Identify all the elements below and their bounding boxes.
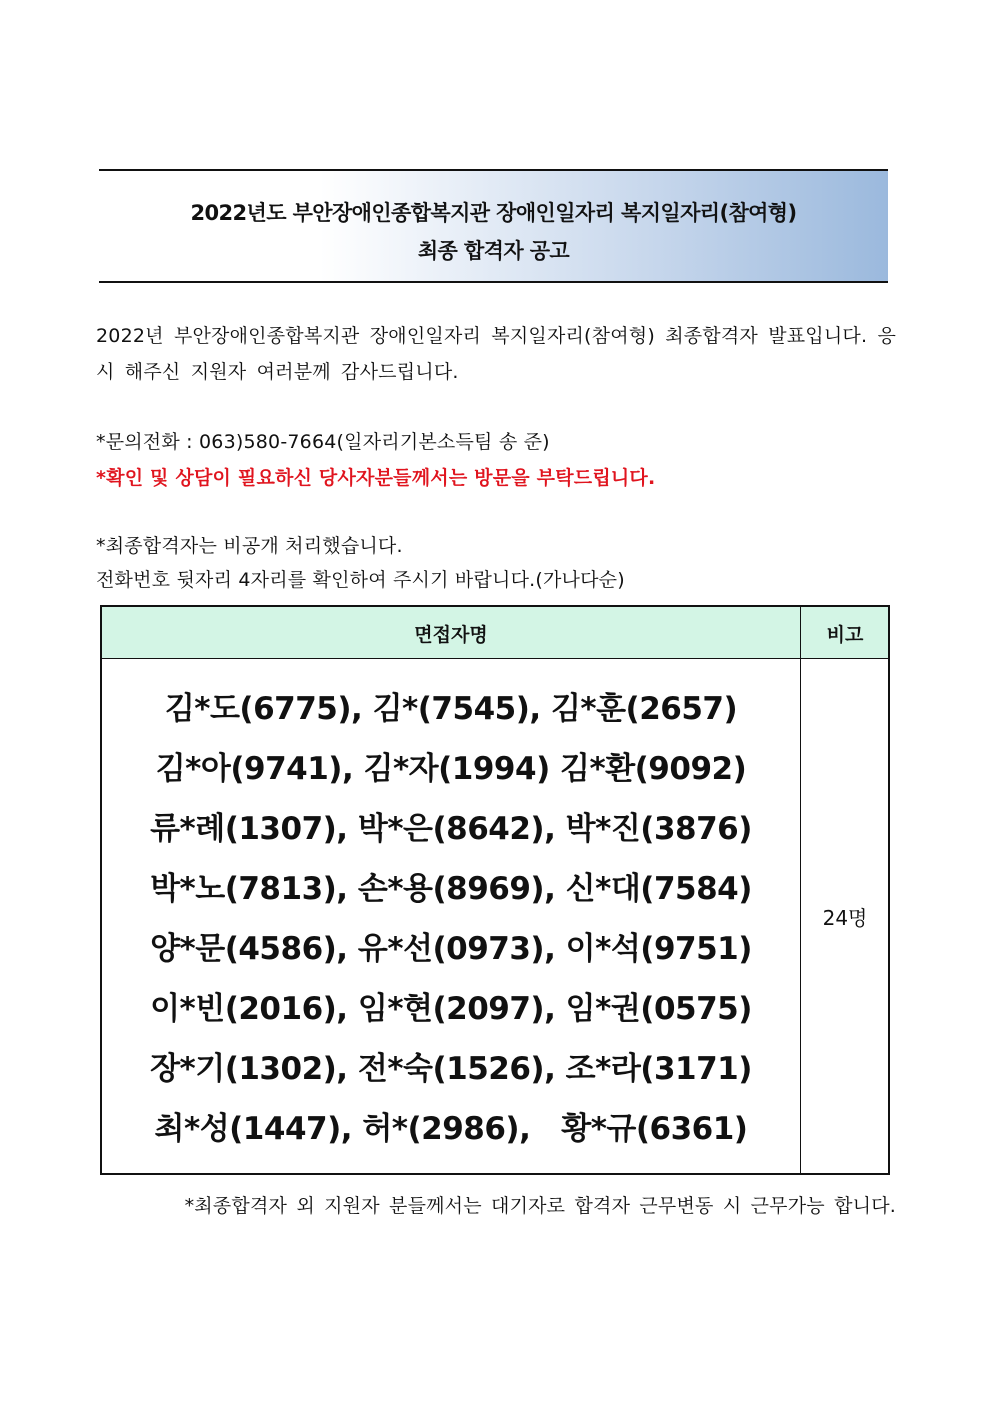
list-item: 박*노(7813), 손*용(8969), 신*대(7584) (150, 871, 752, 907)
privacy-note: *최종합격자는 비공개 처리했습니다. (96, 535, 403, 557)
list-item: 장*기(1302), 전*숙(1526), 조*라(3171) (150, 1051, 752, 1087)
total-count: 24명 (822, 906, 868, 930)
intro-paragraph: 2022년 부안장애인종합복지관 장애인일자리 복지일자리(참여형) 최종합격자 발표입니다. 응시 해주신 지원자 여러분께 감사드립니다. (96, 325, 897, 383)
announcement-title: 2022년도 부안장애인종합복지관 장애인일자리 복지일자리(참여형) (190, 201, 797, 225)
list-item: 이*빈(2016), 임*현(2097), 임*권(0575) (150, 991, 752, 1027)
announcement-title-box (99, 169, 888, 283)
table-header-row (102, 607, 888, 659)
results-table (100, 605, 890, 1175)
list-item: 양*문(4586), 유*선(0973), 이*석(9751) (150, 931, 752, 967)
list-item: 최*성(1447), 허*(2986), 황*규(6361) (154, 1111, 748, 1147)
header-remarks: 비고 (826, 624, 864, 646)
header-interviewee-name: 면접자명 (414, 624, 488, 646)
passed-names-list (102, 679, 800, 1159)
announcement-subtitle: 최종 합격자 공고 (417, 239, 570, 263)
list-item: 류*례(1307), 박*은(8642), 박*진(3876) (150, 811, 752, 847)
phone-digits-note: 전화번호 뒷자리 4자리를 확인하여 주시기 바랍니다.(가나다순) (96, 569, 625, 591)
list-item: 김*도(6775), 김*(7545), 김*훈(2657) (164, 691, 738, 727)
column-divider (800, 607, 801, 1173)
visit-notice: *확인 및 상담이 필요하신 당사자분들께서는 방문을 부탁드립니다. (96, 467, 656, 489)
contact-phone-line: *문의전화 : 063)580-7664(일자리기본소득팀 송 준) (96, 431, 550, 453)
list-item: 김*아(9741), 김*자(1994) 김*환(9092) (155, 751, 747, 787)
waitlist-footnote: *최종합격자 외 지원자 분들께서는 대기자로 합격자 근무변동 시 근무가능 합니다. (184, 1195, 896, 1217)
